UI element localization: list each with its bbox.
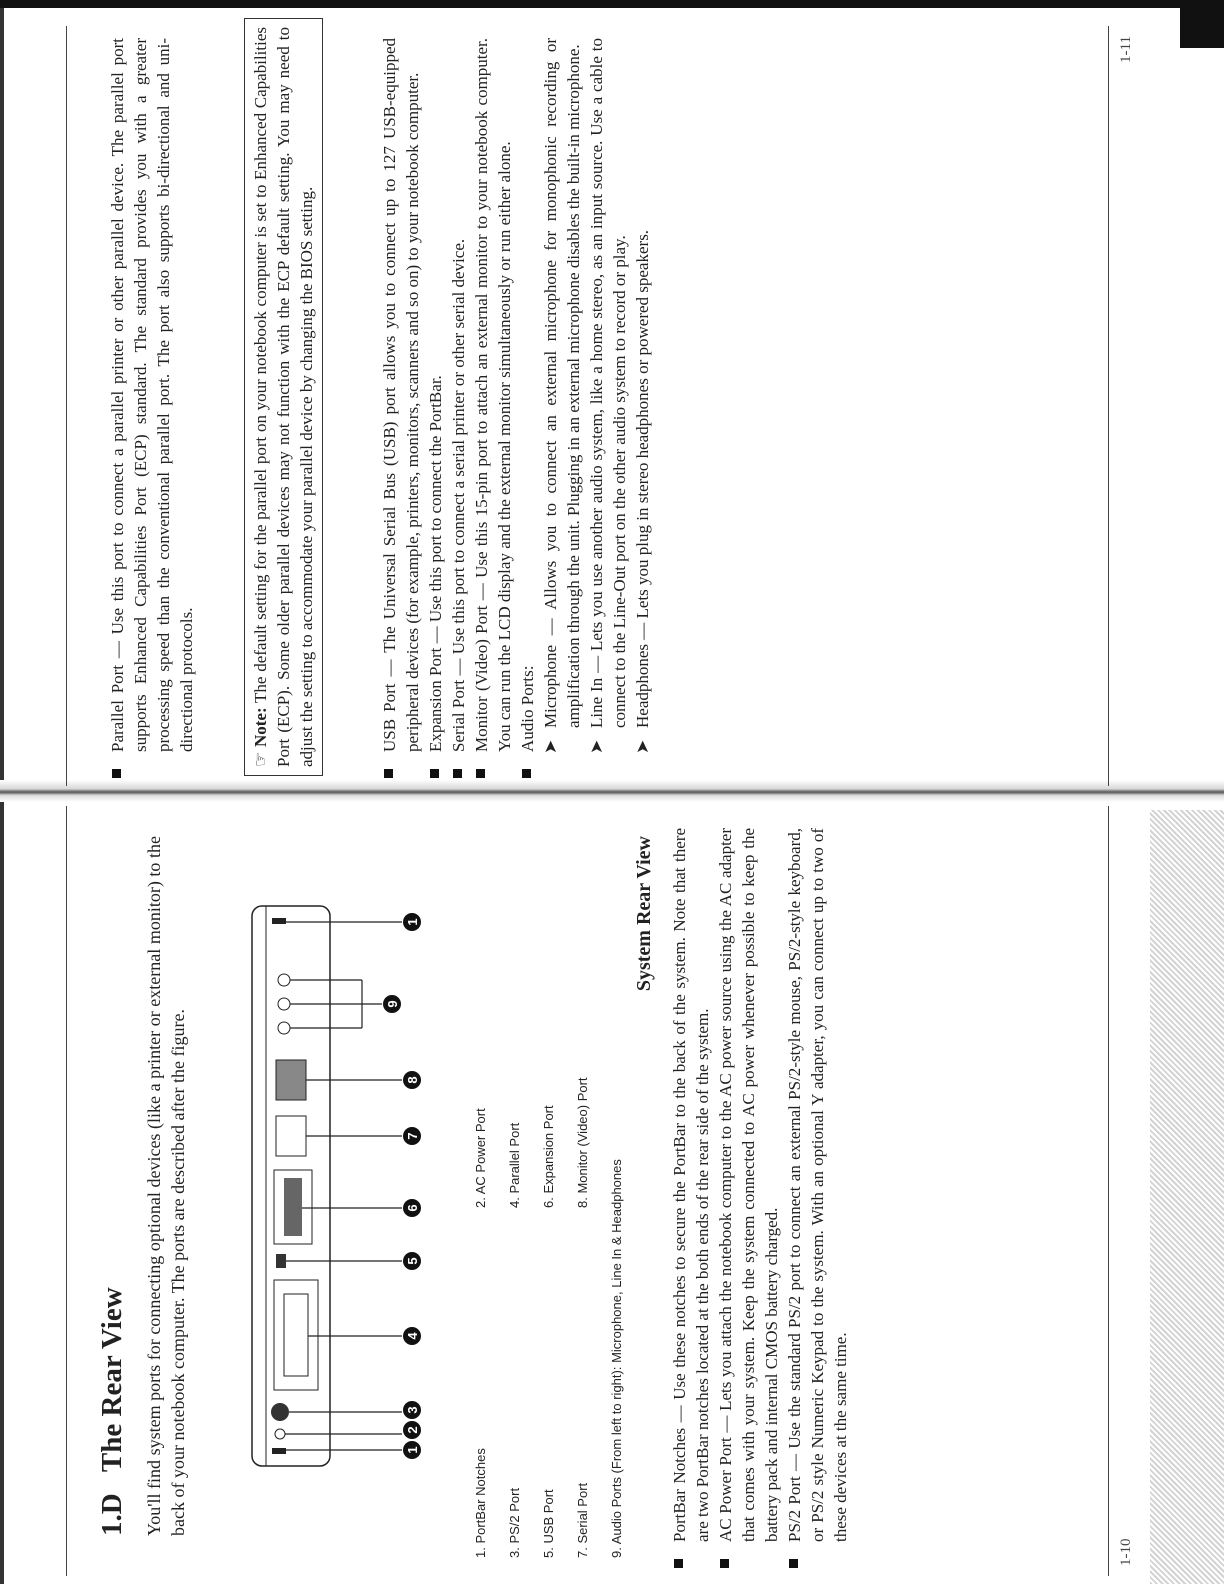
legend-item: 1. PortBar Notches bbox=[472, 1448, 488, 1558]
port-legend bbox=[463, 858, 633, 1558]
list-item bbox=[378, 38, 424, 778]
legend-item: 9. Audio Ports (From left to right): Microphone, Line In & Headphones bbox=[608, 1159, 624, 1558]
list-item bbox=[668, 828, 714, 1568]
legend-item: 8. Monitor (Video) Port bbox=[574, 1077, 590, 1208]
bullet-icon bbox=[522, 769, 531, 778]
bullet-icon bbox=[476, 769, 485, 778]
item-text: Serial Port — Use this port to connect a serial printer or other serial device. bbox=[449, 238, 468, 752]
callout-6: 6 bbox=[405, 1204, 420, 1212]
portbar-notch-left bbox=[272, 1448, 286, 1454]
port-description-list bbox=[668, 828, 852, 1568]
list-item bbox=[783, 828, 852, 1568]
intro-text: You'll find system ports for connecting optional devices (like a printer or external monitor) to the back of your notebook computer. The ports are described after the figure. bbox=[144, 836, 188, 1536]
legend-item: 6. Expansion Port bbox=[540, 1105, 556, 1208]
bottom-rule bbox=[1108, 26, 1109, 786]
headphones-jack bbox=[278, 974, 290, 986]
port-description-list bbox=[378, 38, 654, 778]
usb-port bbox=[276, 1254, 286, 1268]
arrow-icon: ➤ bbox=[541, 739, 560, 754]
audio-sub-item bbox=[631, 38, 654, 778]
bullet-icon bbox=[789, 1559, 798, 1568]
page-number: 1-10 bbox=[1118, 1538, 1134, 1566]
line-in-jack bbox=[278, 998, 290, 1010]
item-text: PS/2 Port — Use the standard PS/2 port to connect an external PS/2-style mouse, PS/2-style keyboard, or PS/2 style Numeric Keypad to the system. With an optional Y adapter, you can connect up to two of these devices at the same time. bbox=[785, 828, 850, 1542]
sub-item-text: Microphone — Allows you to connect an external microphone for monophonic recording or amplification through the unit. Plugging in an external microphone disables the built-in microphone. bbox=[541, 38, 583, 728]
serial-port bbox=[276, 1116, 306, 1156]
legend-item: 3. PS/2 Port bbox=[506, 1487, 522, 1558]
top-rule bbox=[66, 806, 67, 1576]
callout-4: 4 bbox=[405, 1332, 420, 1340]
parallel-port-frame bbox=[274, 1280, 318, 1390]
list-item bbox=[714, 828, 783, 1568]
item-text: Expansion Port — Use this port to connect the PortBar. bbox=[426, 375, 445, 752]
expansion-port bbox=[284, 1178, 302, 1236]
page-number: 1-11 bbox=[1118, 36, 1134, 63]
page-1-11 bbox=[8, 26, 1198, 786]
item-text: Monitor (Video) Port — Use this 15-pin port to attach an external monitor to your notebook computer. You can run the LCD display and the external monitor simultaneously or run either alone. bbox=[472, 38, 514, 752]
list-item bbox=[470, 38, 516, 778]
legend-item: 4. Parallel Port bbox=[506, 1122, 522, 1208]
parallel-port bbox=[284, 1294, 308, 1376]
bullet-icon bbox=[430, 769, 439, 778]
sub-item-text: Line In — Lets you use another audio system, like a home stereo, as an input source. Use a cable to connect to the Line-Out port on the other audio system to record or play. bbox=[587, 38, 629, 728]
arrow-icon: ➤ bbox=[633, 739, 652, 754]
portbar-notch-right bbox=[272, 918, 286, 924]
bottom-rule bbox=[1108, 806, 1109, 1576]
parallel-port-item bbox=[106, 38, 198, 778]
ps2-port bbox=[271, 1403, 289, 1421]
list-item bbox=[447, 38, 470, 778]
heading-number: 1.D bbox=[96, 1493, 128, 1536]
audio-sub-item bbox=[585, 38, 631, 778]
item-text: AC Power Port — Lets you attach the notebook computer to the AC power source using the AC adapter that comes with your system. Keep the system connected to AC power whenever possible to keep the battery pack and internal CMOS battery charged. bbox=[716, 828, 781, 1542]
callout-9: 9 bbox=[385, 1000, 400, 1008]
audio-sub-item bbox=[539, 38, 585, 778]
figure-caption: System Rear View bbox=[633, 836, 655, 992]
ac-power-port bbox=[275, 1429, 285, 1439]
callout-7: 7 bbox=[405, 1132, 420, 1140]
list-item bbox=[424, 38, 447, 778]
rotated-spread bbox=[8, 26, 1198, 1576]
note-label: Note: bbox=[251, 707, 270, 748]
legend-row bbox=[565, 858, 599, 1558]
page-1-10 bbox=[8, 806, 1198, 1576]
microphone-jack bbox=[278, 1022, 290, 1034]
callout-1-left: 1 bbox=[405, 1446, 420, 1454]
callout-2: 2 bbox=[405, 1426, 420, 1434]
callout-5: 5 bbox=[405, 1257, 420, 1265]
item-text: PortBar Notches — Use these notches to secure the PortBar to the back of the system. Note that there are two PortBar notches located at the both ends of the rear side of the system. bbox=[670, 828, 712, 1542]
callout-3: 3 bbox=[405, 1406, 420, 1414]
top-rule bbox=[66, 26, 67, 786]
legend-row bbox=[599, 858, 633, 1558]
rear-view-figure bbox=[232, 866, 432, 1506]
note-hand-icon: ☞ bbox=[251, 751, 270, 767]
list-item bbox=[516, 38, 539, 778]
scan-edge-top bbox=[0, 0, 1224, 8]
legend-item: 2. AC Power Port bbox=[472, 1108, 488, 1208]
bullet-icon bbox=[720, 1559, 729, 1568]
legend-row bbox=[463, 858, 497, 1558]
sub-item-text: Headphones — Lets you plug in stereo headphones or powered speakers. bbox=[633, 229, 652, 728]
arrow-icon: ➤ bbox=[587, 739, 606, 754]
note-box bbox=[244, 18, 323, 776]
legend-row bbox=[497, 858, 531, 1558]
section-heading bbox=[96, 1287, 129, 1536]
callout-1-right: 1 bbox=[405, 918, 420, 926]
bullet-icon bbox=[674, 1559, 683, 1568]
item-text: Parallel Port — Use this port to connect a parallel printer or other parallel device. The parallel port supports Enhanced Capabilities Port (ECP) standard. The standard provides you with a greater processing speed than the conventional parallel port. The port also supports bi-directional and uni-directional protocols. bbox=[108, 38, 196, 752]
note-text: The default setting for the parallel port on your notebook computer is set to Enhanced Capabilities Port (ECP). Some older parallel devices may not function with the ECP default setting. You may need to adjust the setting to accommodate your parallel device by changing the BIOS setting. bbox=[251, 26, 316, 767]
item-text: Audio Ports: bbox=[518, 665, 537, 752]
monitor-port bbox=[276, 1060, 306, 1100]
bullet-icon bbox=[453, 769, 462, 778]
list-item bbox=[106, 38, 198, 778]
heading-title: The Rear View bbox=[96, 1287, 128, 1473]
item-text: USB Port — The Universal Serial Bus (USB) port allows you to connect up to 127 USB-equipped peripheral devices (for example, printers, monitors, scanners and so on) to your notebook computer. bbox=[380, 38, 422, 752]
legend-row bbox=[531, 858, 565, 1558]
callout-8: 8 bbox=[405, 1076, 420, 1084]
bullet-icon bbox=[384, 769, 393, 778]
legend-item: 7. Serial Port bbox=[574, 1482, 590, 1558]
bullet-icon bbox=[112, 769, 121, 778]
legend-item: 5. USB Port bbox=[540, 1489, 556, 1558]
